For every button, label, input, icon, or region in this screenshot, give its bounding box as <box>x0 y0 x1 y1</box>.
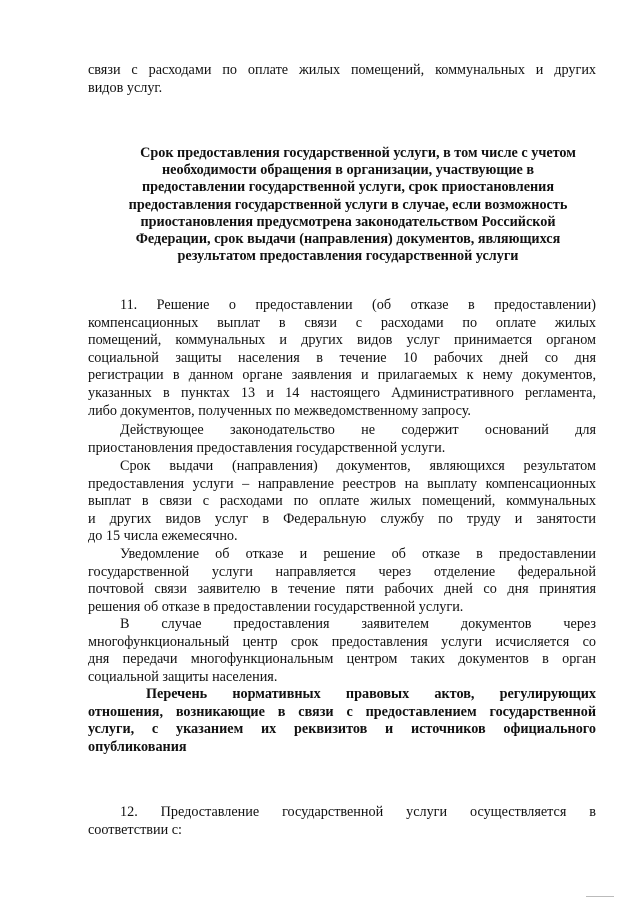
scan-artifact <box>586 896 614 897</box>
text-line: регистрации в данном органе заявления и прилагаемых к нему документов, <box>88 367 596 384</box>
text-line: соответствии с: <box>88 821 182 838</box>
text-line: предоставления услуги – направление реестров на выплату компенсационных <box>88 475 596 492</box>
text-line: почтовой связи заявителю в течение пяти рабочих дней со дня принятия <box>88 581 596 598</box>
text-line: дня передачи многофункциональным центром таких документов в орган <box>88 651 596 668</box>
section-heading-legal-acts <box>88 686 596 756</box>
heading-line: результатом предоставления государственной услуги <box>177 248 519 265</box>
text-line: указанных в пунктах 13 и 14 настоящего Административного регламента, <box>88 384 596 401</box>
text-line: компенсационных выплат в связи с расходами по оплате жилых <box>88 314 596 331</box>
text-line: либо документов, полученных по межведомственному запросу. <box>88 402 471 419</box>
paragraph-mfc <box>88 616 596 686</box>
text-line: социальной защиты населения в течение 10 рабочих дней со дня <box>88 349 596 366</box>
text-line: многофункциональный центр срок предоставления услуги исчисляется со <box>88 633 596 650</box>
text-line: В случае предоставления заявителем документов через <box>120 616 596 632</box>
heading-line: Перечень нормативных правовых актов, регулирующих <box>146 686 596 702</box>
paragraph-12 <box>88 804 596 839</box>
text-line: решения об отказе в предоставлении государственной услуги. <box>88 598 464 615</box>
text-line: и других видов услуг в Федеральную службу по труду и занятости <box>88 510 596 527</box>
heading-line: необходимости обращения в организации, участвующие в <box>162 162 534 179</box>
heading-line: отношения, возникающие в связи с предоставлением государственной <box>88 703 596 720</box>
intro-paragraph <box>88 62 596 97</box>
paragraph-refusal-notice <box>88 546 596 616</box>
text-line: социальной защиты населения. <box>88 668 278 685</box>
heading-line: Федерации, срок выдачи (направления) документов, являющихся <box>135 231 561 248</box>
text-line: выплат в связи с расходами по оплате жилых помещений, коммунальных <box>88 493 596 510</box>
text-line: Действующее законодательство не содержит оснований для <box>120 422 596 438</box>
heading-line: опубликования <box>88 738 187 755</box>
paragraph-issue-term <box>88 458 596 546</box>
heading-line: услуги, с указанием их реквизитов и источников официального <box>88 721 596 738</box>
heading-line: предоставлении государственной услуги, срок приостановления <box>141 179 555 196</box>
heading-line: Срок предоставления государственной услуги, в том числе с учетом <box>140 145 576 161</box>
text-line: 12. Предоставление государственной услуги осуществляется в <box>120 804 596 820</box>
text-line: приостановления предоставления государственной услуги. <box>88 439 446 456</box>
section-heading-term <box>98 145 598 265</box>
text-line: помещений, коммунальных и других видов услуг принимается органом <box>88 332 596 349</box>
text-line: видов услуг. <box>88 79 163 96</box>
text-line: Уведомление об отказе и решение об отказе в предоставлении <box>120 546 596 562</box>
text-line: до 15 числа ежемесячно. <box>88 528 238 545</box>
heading-line: предоставления государственной услуги в случае, если возможность <box>128 196 568 213</box>
text-line: Срок выдачи (направления) документов, являющихся результатом <box>120 458 596 474</box>
text-line: государственной услуги направляется через отделение федеральной <box>88 563 596 580</box>
heading-line: приостановления предусмотрена законодательством Российской <box>140 213 556 230</box>
paragraph-legislation <box>88 422 596 457</box>
text-line: 11. Решение о предоставлении (об отказе в предоставлении) <box>120 297 596 313</box>
text-line: связи с расходами по оплате жилых помещений, коммунальных и других <box>88 62 596 78</box>
paragraph-11 <box>88 297 596 420</box>
